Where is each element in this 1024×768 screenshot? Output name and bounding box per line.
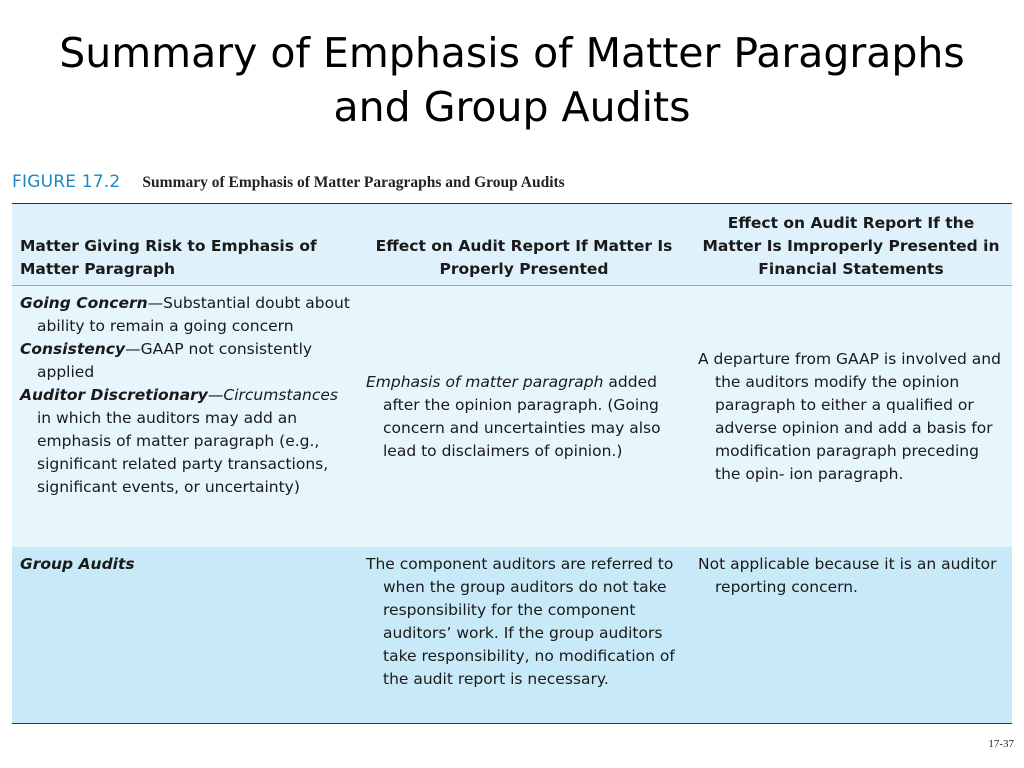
slide-title [0,26,1024,134]
table-header-row [12,204,1012,286]
matter-cell [12,286,358,547]
matter-auditor-discretionary: Auditor Discretionary—Circumstances in which the auditors may add an emphasis of matter paragraph (e.g., significant related party transactions, significant events, or uncertainty) [20,386,338,496]
matter-consistency: Consistency—GAAP not consistently applied [20,340,313,381]
header-matter: Matter Giving Risk to Emphasis of Matter Paragraph [20,237,317,278]
matter-cell [12,547,358,723]
matter-going-concern: Going Concern—Substantial doubt about ability to remain a going concern [20,294,350,335]
header-proper: Effect on Audit Report If Matter Is Properly Presented [375,237,673,278]
matter-group-audits: Group Audits [20,555,135,573]
slide-title-line2: and Group Audits [333,83,691,131]
table-row [12,547,1012,723]
figure-label: FIGURE 17.2 [12,172,121,192]
slide-title-line1: Summary of Emphasis of Matter Paragraphs [59,29,965,77]
effect-proper-cell: The component auditors are referred to when the group auditors do not take responsibility for the component auditors’ work. If the group auditors take responsibility, no modification of the audit report is necessary. [366,555,675,688]
page-number: 17-37 [988,738,1014,750]
effect-proper-cell: Emphasis of matter paragraph added after the opinion paragraph. (Going concern and uncertainties may also lead to disclaimers of opinion.) [366,372,661,460]
effect-improper-cell: Not applicable because it is an auditor reporting concern. [698,555,997,596]
figure-title: Summary of Emphasis of Matter Paragraphs and Group Audits [142,174,565,191]
header-improper: Effect on Audit Report If the Matter Is Improperly Presented in Financial Statements [702,214,1000,278]
effect-improper-cell: A departure from GAAP is involved and the auditors modify the opinion paragraph to either a qualified or adverse opinion and add a basis for modification paragraph preceding the opin- ion paragraph. [698,349,1001,483]
figure-caption [12,172,565,196]
summary-table [12,203,1012,724]
table-row [12,286,1012,547]
